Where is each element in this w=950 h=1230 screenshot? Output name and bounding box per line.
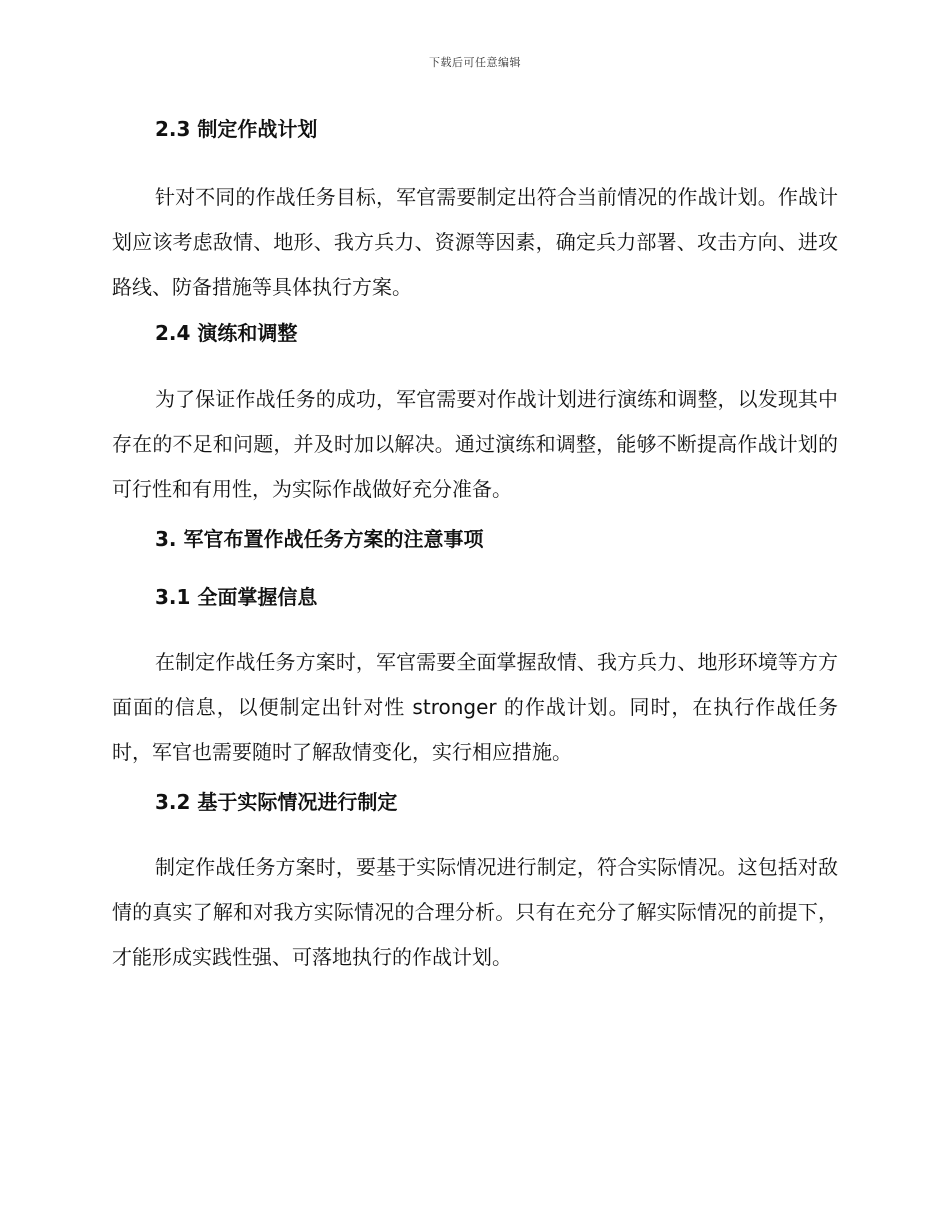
section-paragraph-3-2: 制定作战任务方案时，要基于实际情况进行制定，符合实际情况。这包括对敌情的真实了解和对我方实际情况的合理分析。只有在充分了解实际情况的前提下，才能形成实践性强、可落地执行的作战计划。 (112, 855, 838, 969)
section-heading-3-2: 3.2 基于实际情况进行制定 (155, 790, 398, 814)
section-paragraph-2-4: 为了保证作战任务的成功，军官需要对作战计划进行演练和调整，以发现其中存在的不足和问题，并及时加以解决。通过演练和调整，能够不断提高作战计划的可行性和有用性，为实际作战做好充分准备。 (112, 387, 838, 501)
document-body (112, 112, 838, 980)
page-header-note: 下载后可任意编辑 (429, 56, 521, 69)
section-heading-2-4: 2.4 演练和调整 (155, 321, 298, 345)
section-heading-3: 3. 军官布置作战任务方案的注意事项 (155, 527, 484, 551)
section-paragraph-3-1: 在制定作战任务方案时，军官需要全面掌握敌情、我方兵力、地形环境等方方面面的信息，以便制定出针对性 stronger 的作战计划。同时，在执行作战任务时，军官也需要随时了解敌情变化，实行相应措施。 (112, 650, 838, 764)
section-paragraph-2-3: 针对不同的作战任务目标，军官需要制定出符合当前情况的作战计划。作战计划应该考虑敌情、地形、我方兵力、资源等因素，确定兵力部署、攻击方向、进攻路线、防备措施等具体执行方案。 (112, 185, 838, 299)
section-heading-2-3: 2.3 制定作战计划 (155, 117, 318, 141)
section-heading-3-1: 3.1 全面掌握信息 (155, 585, 318, 609)
